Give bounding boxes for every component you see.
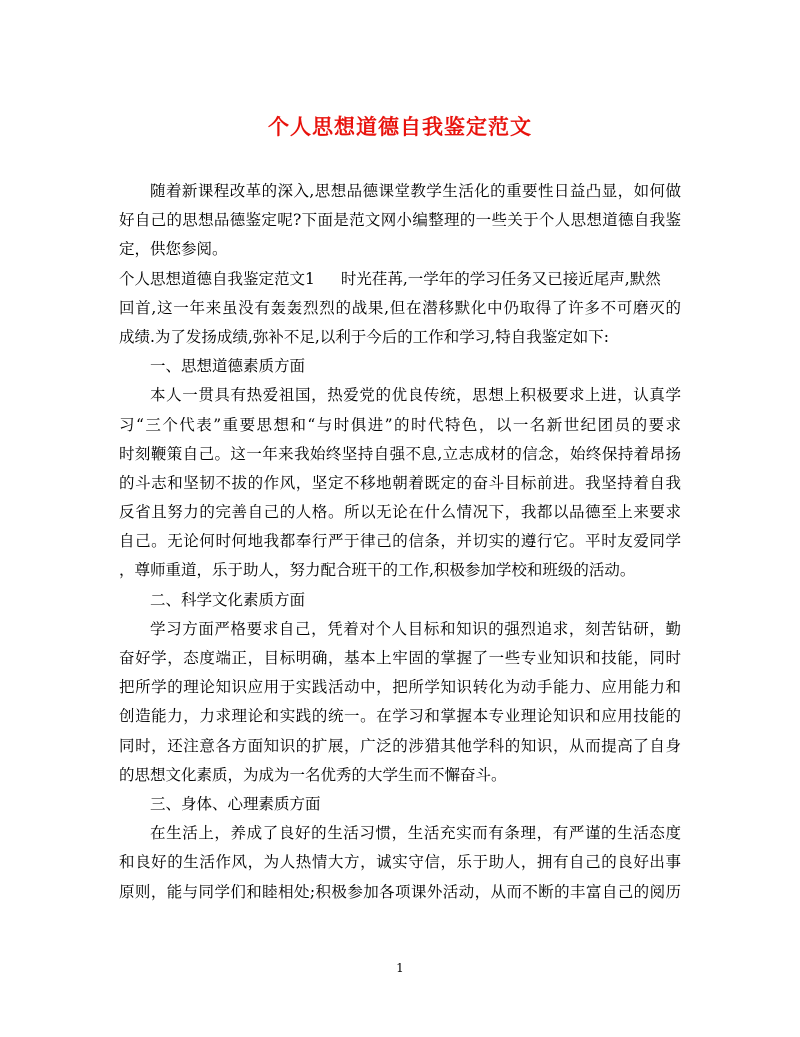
line-text: 回首,这一年来虽没有轰轰烈烈的战果,但在潜移默化中仍取得了许多不可磨灭的 bbox=[119, 298, 681, 317]
text-line bbox=[119, 381, 681, 410]
text-line bbox=[119, 323, 681, 352]
line-text: ，尊师重道，乐于助人，努力配合班干的工作,积极参加学校和班级的活动。 bbox=[119, 561, 636, 580]
line-text: 随着新课程改革的深入,思想品德课堂教学生活化的重要性日益凸显，如何做 bbox=[150, 182, 681, 200]
text-line bbox=[119, 265, 681, 294]
text-line bbox=[119, 206, 681, 235]
text-line bbox=[119, 848, 681, 877]
text-line bbox=[119, 644, 681, 673]
line-text: 把所学的理论知识应用于实践活动中，把所学知识转化为动手能力、应用能力和 bbox=[119, 678, 681, 697]
text-line bbox=[119, 556, 681, 585]
text-line bbox=[119, 586, 681, 615]
line-text: 时刻鞭策自己。这一年来我始终坚持自强不息,立志成材的信念，始终保持着昂扬 bbox=[119, 444, 681, 463]
text-line bbox=[119, 294, 681, 323]
line-text: 习“三个代表”重要思想和“与时俱进”的时代特色，以一名新世纪团员的要求 bbox=[119, 415, 681, 434]
line-text: 创造能力，力求理论和实践的统一。在学习和掌握本专业理论知识和应用技能的 bbox=[119, 707, 681, 726]
document-title: 个人思想道德自我鉴定范文 bbox=[268, 114, 532, 139]
line-text: 本人一贯具有热爱祖国，热爱党的优良传统，思想上积极要求上进，认真学 bbox=[150, 386, 681, 405]
line-text: 成绩.为了发扬成绩,弥补不足,以利于今后的工作和学习,特自我鉴定如下: bbox=[119, 327, 609, 346]
text-line bbox=[119, 440, 681, 469]
text-line bbox=[119, 732, 681, 761]
line-text: 奋好学，态度端正，目标明确，基本上牢固的掌握了一些专业知识和技能，同时 bbox=[119, 649, 681, 667]
text-line bbox=[119, 177, 681, 206]
line-text: 时光荏苒,一学年的学习任务又已接近尾声,默然 bbox=[340, 269, 661, 288]
document-body bbox=[119, 177, 681, 907]
line-text: 好自己的思想品德鉴定呢?下面是范文网小编整理的一些关于个人思想道德自我鉴 bbox=[119, 211, 681, 230]
line-text: 定，供您参阅。 bbox=[119, 240, 228, 259]
text-line bbox=[119, 878, 681, 907]
line-text: 的思想文化素质，为成为一名优秀的大学生而不懈奋斗。 bbox=[119, 765, 507, 784]
line-text: 学习方面严格要求自己，凭着对个人目标和知识的强烈追求，刻苦钻研，勤 bbox=[150, 619, 681, 638]
line-text: 的斗志和坚韧不拔的作风，坚定不移地朝着既定的奋斗目标前进。我坚持着自我 bbox=[119, 473, 681, 492]
line-text: 和良好的生活作风，为人热情大方，诚实守信，乐于助人，拥有自己的良好出事 bbox=[119, 853, 681, 872]
section-heading: 个人思想道德自我鉴定范文1 bbox=[119, 269, 315, 288]
line-text: 在生活上，养成了良好的生活习惯，生活充实而有条理，有严谨的生活态度 bbox=[150, 824, 681, 843]
line-text: 同时，还注意各方面知识的扩展，广泛的涉猎其他学科的知识，从而提高了自身 bbox=[119, 736, 681, 755]
text-line bbox=[119, 761, 681, 790]
text-line bbox=[119, 615, 681, 644]
line-text: 三、身体、心理素质方面 bbox=[150, 794, 321, 813]
page-number: 1 bbox=[396, 961, 404, 975]
line-text: 原则，能与同学们和睦相处;积极参加各项课外活动，从而不断的丰富自己的阅历 bbox=[119, 882, 681, 901]
text-line bbox=[119, 527, 681, 556]
text-line bbox=[119, 790, 681, 819]
text-line bbox=[119, 498, 681, 527]
text-line bbox=[119, 702, 681, 731]
text-line bbox=[119, 411, 681, 440]
line-text: 一、思想道德素质方面 bbox=[150, 357, 306, 376]
line-text: 自己。无论何时何地我都奉行严于律己的信条，并切实的遵行它。平时友爱同学 bbox=[119, 532, 681, 551]
text-line bbox=[119, 819, 681, 848]
line-text: 反省且努力的完善自己的人格。所以无论在什么情况下，我都以品德至上来要求 bbox=[119, 503, 681, 522]
text-line bbox=[119, 235, 681, 264]
text-line bbox=[119, 673, 681, 702]
line-text: 二、科学文化素质方面 bbox=[150, 590, 306, 609]
text-line bbox=[119, 352, 681, 381]
text-line bbox=[119, 469, 681, 498]
